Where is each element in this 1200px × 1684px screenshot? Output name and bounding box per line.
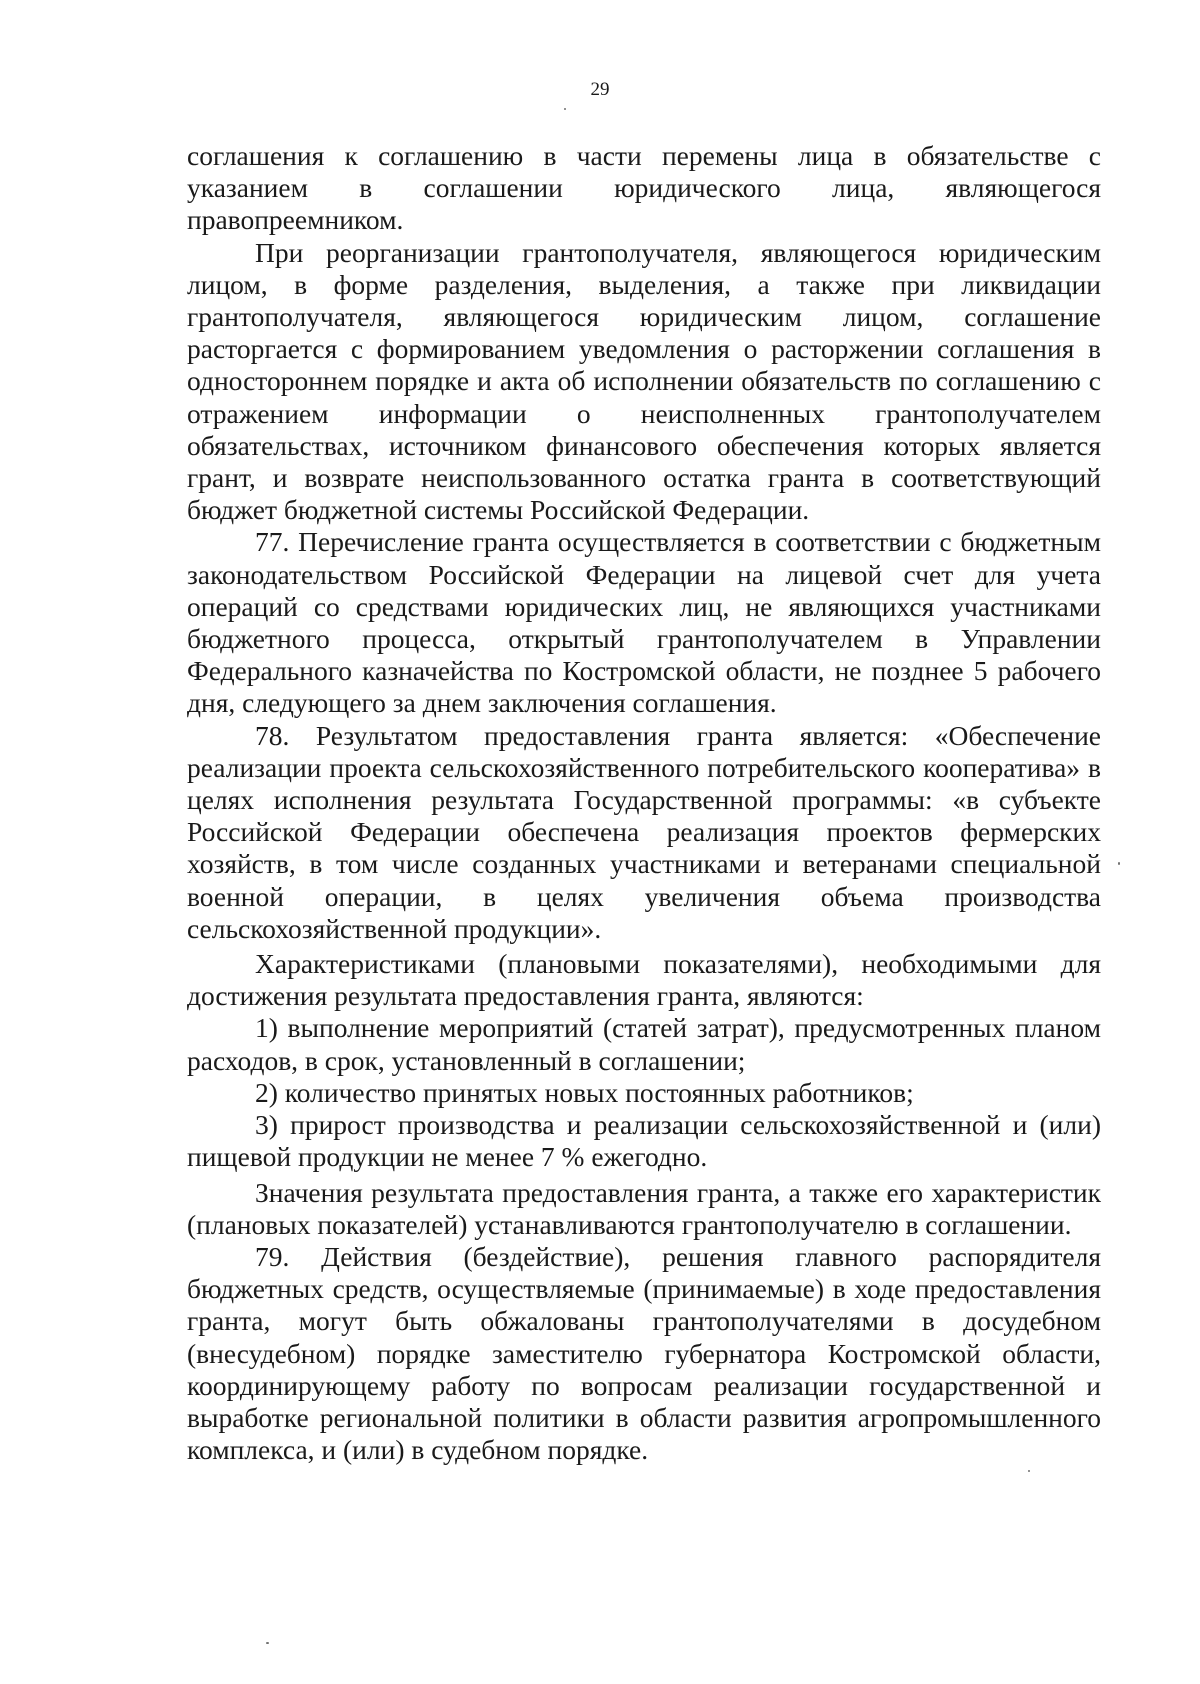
paragraph-characteristics: Характеристиками (плановыми показателями), необходимыми для достижения результата предоставления гранта, являются: [187,948,1101,1012]
paragraph-77: 77. Перечисление гранта осуществляется в соответствии с бюджетным законодательством Российской Федерации на лицевой счет для учета операций со средствами юридических лиц, не являющихся участниками бюджетного процесса, открытый грантополучателем в Управлении Федерального казначейства по Костромской области, не позднее 5 рабочего дня, следующего за днем заключения соглашения. [187,526,1101,719]
paragraph-reorganization: При реорганизации грантополучателя, являющегося юридическим лицом, в форме разделения, выделения, а также при ликвидации грантополучателя, являющегося юридическим лицом, соглашение расторгается с формированием уведомления о расторжении соглашения в одностороннем порядке и акта об исполнении обязательств по соглашению с отражением информации о неисполненных грантополучателем обязательствах, источником финансового обеспечения которых является грант, и возврате неиспользованного остатка гранта в соответствующий бюджет бюджетной системы Российской Федерации. [187,236,1101,526]
paragraph-79: 79. Действия (бездействие), решения главного распорядителя бюджетных средств, осуществляемые (принимаемые) в ходе предоставления гранта, могут быть обжалованы грантополучателями в досудебном (внесудебном) порядке заместителю губернатора Костромской области, координирующему работу по вопросам реализации государственной и выработке региональной политики в области развития агропромышленного комплекса, и (или) в судебном порядке. [187,1240,1101,1466]
list-item-3: 3) прирост производства и реализации сельскохозяйственной и (или) пищевой продукции не менее 7 % ежегодно. [187,1109,1101,1173]
document-body [187,140,1101,1466]
paragraph-78: 78. Результатом предоставления гранта является: «Обеспечение реализации проекта сельскохозяйственного потребительского кооператива» в целях исполнения результата Государственной программы: «в субъекте Российской Федерации обеспечена реализация проектов фермерских хозяйств, в том числе созданных участниками и ветеранами специальной военной операции, в целях увеличения объема производства сельскохозяйственной продукции». [187,719,1101,944]
list-item-1: 1) выполнение мероприятий (статей затрат), предусмотренных планом расходов, в срок, установленный в соглашении; [187,1012,1101,1076]
paragraph-continuation: соглашения к соглашению в части перемены лица в обязательстве с указанием в соглашении юридического лица, являющегося правопреемником. [187,140,1101,236]
list-item-2: 2) количество принятых новых постоянных работников; [255,1076,914,1108]
paragraph-values: Значения результата предоставления гранта, а также его характеристик (плановых показателей) устанавливаются грантополучателю в соглашении. [187,1176,1101,1240]
page-number: 29 [590,79,610,100]
